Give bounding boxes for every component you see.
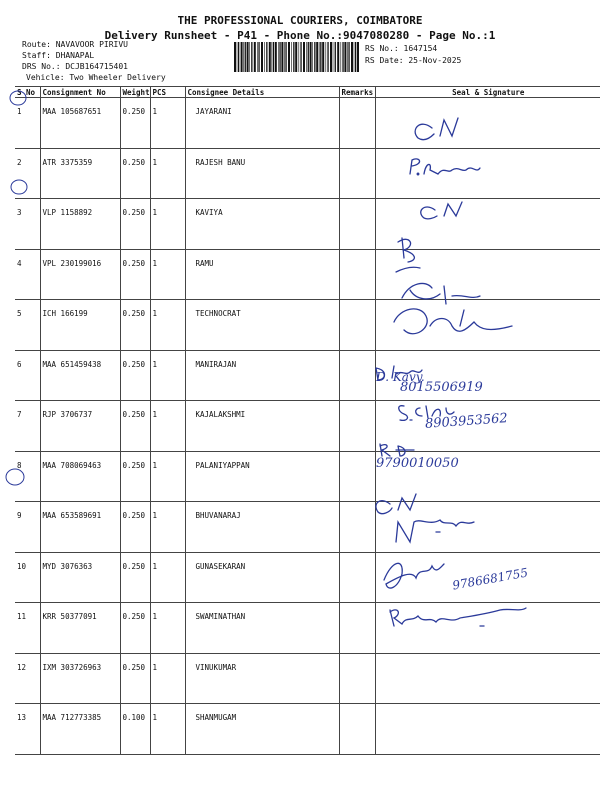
consignment-number: VLP 1158892 bbox=[40, 199, 120, 250]
weight-value: 0.250 bbox=[120, 249, 150, 300]
signature-phone-7: 8015506919 bbox=[400, 380, 483, 395]
signature-cell bbox=[375, 704, 600, 755]
row-sno: 7 bbox=[15, 401, 40, 452]
pcs-value: 1 bbox=[150, 603, 185, 654]
weight-value: 0.250 bbox=[120, 98, 150, 149]
weight-value: 0.250 bbox=[120, 300, 150, 351]
rs-number: RS No.: 1647154 bbox=[365, 44, 438, 53]
consignee-name: VINUKUMAR bbox=[185, 653, 339, 704]
consignee-name: KAVIYA bbox=[185, 199, 339, 250]
remarks-cell bbox=[339, 249, 375, 300]
col-remarks: Remarks bbox=[339, 87, 375, 98]
consignee-name: MANIRAJAN bbox=[185, 350, 339, 401]
remarks-cell bbox=[339, 148, 375, 199]
weight-value: 0.250 bbox=[120, 502, 150, 553]
table-row bbox=[15, 704, 600, 755]
consignee-name: SWAMINATHAN bbox=[185, 603, 339, 654]
vehicle-label: Vehicle: Two Wheeler Delivery bbox=[26, 73, 166, 82]
pcs-value: 1 bbox=[150, 98, 185, 149]
pcs-value: 1 bbox=[150, 249, 185, 300]
row-sno: 9 bbox=[15, 502, 40, 553]
pcs-value: 1 bbox=[150, 552, 185, 603]
consignment-number: RJP 3706737 bbox=[40, 401, 120, 452]
consignee-name: TECHNOCRAT bbox=[185, 300, 339, 351]
signature-cell bbox=[375, 199, 600, 250]
remarks-cell bbox=[339, 603, 375, 654]
pcs-value: 1 bbox=[150, 451, 185, 502]
consignment-number: MAA 712773385 bbox=[40, 704, 120, 755]
col-sno: S No bbox=[15, 87, 40, 98]
pcs-value: 1 bbox=[150, 653, 185, 704]
consignee-name: RAJESH BANU bbox=[185, 148, 339, 199]
consignment-number: MAA 651459438 bbox=[40, 350, 120, 401]
signature-cell bbox=[375, 300, 600, 351]
pcs-value: 1 bbox=[150, 199, 185, 250]
signature-cell bbox=[375, 502, 600, 553]
signature-cell bbox=[375, 653, 600, 704]
col-consignee: Consignee Details bbox=[185, 87, 339, 98]
remarks-cell bbox=[339, 552, 375, 603]
consignee-name: JAYARANI bbox=[185, 98, 339, 149]
consignment-number: ATR 3375359 bbox=[40, 148, 120, 199]
col-weight: Weight bbox=[120, 87, 150, 98]
col-pcs: PCS bbox=[150, 87, 185, 98]
signature-kavy: D. Kavy. bbox=[376, 370, 425, 384]
signature-cell bbox=[375, 249, 600, 300]
remarks-cell bbox=[339, 350, 375, 401]
row-sno: 8 bbox=[15, 451, 40, 502]
signature-phone-12: 9786681755 bbox=[451, 565, 529, 593]
row-sno: 2 bbox=[15, 148, 40, 199]
remarks-cell bbox=[339, 451, 375, 502]
signature-phone-9: 9790010050 bbox=[376, 456, 459, 471]
weight-value: 0.250 bbox=[120, 552, 150, 603]
consignee-name: PALANIYAPPAN bbox=[185, 451, 339, 502]
row-sno: 13 bbox=[15, 704, 40, 755]
pcs-value: 1 bbox=[150, 300, 185, 351]
weight-value: 0.250 bbox=[120, 653, 150, 704]
row-sno: 11 bbox=[15, 603, 40, 654]
consignee-name: RAMU bbox=[185, 249, 339, 300]
row-sno: 4 bbox=[15, 249, 40, 300]
consignment-number: VPL 230199016 bbox=[40, 249, 120, 300]
weight-value: 0.250 bbox=[120, 451, 150, 502]
row-sno: 3 bbox=[15, 199, 40, 250]
barcode-icon bbox=[234, 42, 359, 72]
row-sno: 10 bbox=[15, 552, 40, 603]
table-row bbox=[15, 401, 600, 452]
signature-cell bbox=[375, 98, 600, 149]
remarks-cell bbox=[339, 502, 375, 553]
remarks-cell bbox=[339, 98, 375, 149]
consignment-number: MAA 105687651 bbox=[40, 98, 120, 149]
pcs-value: 1 bbox=[150, 704, 185, 755]
weight-value: 0.100 bbox=[120, 704, 150, 755]
col-signature: Seal & Signature bbox=[375, 87, 600, 98]
table-row bbox=[15, 148, 600, 199]
row-sno: 12 bbox=[15, 653, 40, 704]
row-sno: 5 bbox=[15, 300, 40, 351]
rs-date: RS Date: 25-Nov-2025 bbox=[365, 56, 462, 65]
runsheet-subtitle: Delivery Runsheet - P41 - Phone No.:9047080280 - Page No.:1 bbox=[104, 29, 496, 42]
consignee-name: KAJALAKSHMI bbox=[185, 401, 339, 452]
weight-value: 0.250 bbox=[120, 148, 150, 199]
weight-value: 0.250 bbox=[120, 350, 150, 401]
pcs-value: 1 bbox=[150, 148, 185, 199]
table-row bbox=[15, 350, 600, 401]
drs-number: DRS No.: DCJB164715401 bbox=[22, 62, 128, 71]
row-sno: 1 bbox=[15, 98, 40, 149]
runsheet-table bbox=[15, 86, 600, 755]
table-row bbox=[15, 653, 600, 704]
route-label: Route: NAVAVOOR PIRIVU bbox=[22, 40, 128, 49]
row-sno: 6 bbox=[15, 350, 40, 401]
consignment-number: MYD 3076363 bbox=[40, 552, 120, 603]
remarks-cell bbox=[339, 300, 375, 351]
company-title: THE PROFESSIONAL COURIERS, COIMBATORE bbox=[177, 14, 423, 27]
table-header-row bbox=[15, 87, 600, 98]
staff-label: Staff: DHANAPAL bbox=[22, 51, 95, 60]
consignee-name: SHANMUGAM bbox=[185, 704, 339, 755]
remarks-cell bbox=[339, 704, 375, 755]
remarks-cell bbox=[339, 653, 375, 704]
weight-value: 0.250 bbox=[120, 199, 150, 250]
consignment-number: MAA 708069463 bbox=[40, 451, 120, 502]
consignment-number: ICH 166199 bbox=[40, 300, 120, 351]
pcs-value: 1 bbox=[150, 502, 185, 553]
col-consignment: Consignment No bbox=[40, 87, 120, 98]
remarks-cell bbox=[339, 199, 375, 250]
table-row bbox=[15, 98, 600, 149]
consignee-name: BHUVANARAJ bbox=[185, 502, 339, 553]
weight-value: 0.250 bbox=[120, 603, 150, 654]
table-row bbox=[15, 300, 600, 351]
table-row bbox=[15, 249, 600, 300]
table-row bbox=[15, 451, 600, 502]
consignment-number: KRR 50377091 bbox=[40, 603, 120, 654]
signature-phone-8: 8903953562 bbox=[424, 411, 509, 432]
table-row bbox=[15, 502, 600, 553]
remarks-cell bbox=[339, 401, 375, 452]
pcs-value: 1 bbox=[150, 350, 185, 401]
pcs-value: 1 bbox=[150, 401, 185, 452]
table-row bbox=[15, 603, 600, 654]
table-row bbox=[15, 199, 600, 250]
consignment-number: MAA 653589691 bbox=[40, 502, 120, 553]
weight-value: 0.250 bbox=[120, 401, 150, 452]
signature-cell bbox=[375, 148, 600, 199]
consignee-name: GUNASEKARAN bbox=[185, 552, 339, 603]
signature-cell bbox=[375, 603, 600, 654]
consignment-number: IXM 303726963 bbox=[40, 653, 120, 704]
